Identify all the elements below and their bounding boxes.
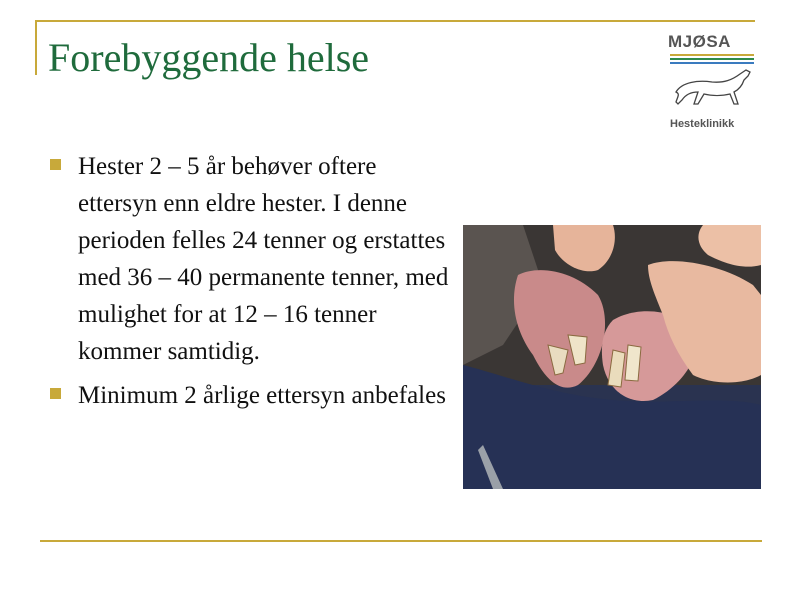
slide-title: Forebyggende helse [48, 35, 370, 80]
clinic-logo [668, 32, 760, 132]
logo-name: MJØSA [668, 32, 731, 51]
top-frame-line [35, 20, 755, 22]
bullet-item [48, 148, 458, 370]
bottom-rule [40, 540, 762, 542]
bullet-square-icon [50, 388, 61, 399]
horse-teeth-photo [463, 225, 761, 489]
bullet-item [48, 377, 458, 414]
logo-subtitle: Hesteklinikk [670, 118, 735, 130]
bullet-list [48, 148, 458, 421]
bullet-square-icon [50, 159, 61, 170]
bullet-text: Minimum 2 årlige ettersyn anbefales [78, 382, 446, 409]
horse-logo-icon [668, 52, 760, 118]
left-frame-line [35, 20, 37, 75]
bullet-text: Hester 2 – 5 år behøver oftere ettersyn enn eldre hester. I denne perioden felles 24 tenner og erstattes med 36 – 40 permanente tenner, med mulighet for at 12 – 16 tenner kommer samtidig. [78, 153, 449, 365]
